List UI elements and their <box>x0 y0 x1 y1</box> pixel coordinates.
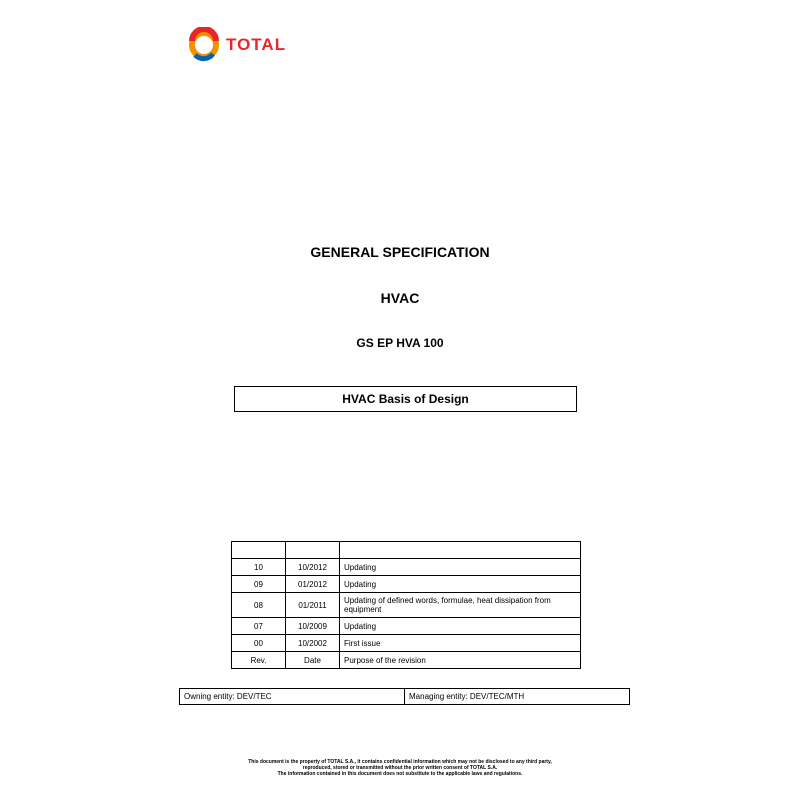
managing-entity: Managing entity: DEV/TEC/MTH <box>405 689 630 705</box>
document-type-title: GENERAL SPECIFICATION <box>310 244 490 260</box>
entity-row <box>180 689 630 705</box>
footer-line: The information contained in this document does not substitute to the applicable laws and regulations. <box>277 771 523 777</box>
revision-row <box>232 593 581 618</box>
revision-purpose: Updating <box>340 559 581 576</box>
revision-purpose: First issue <box>340 635 581 652</box>
document-title-box <box>234 386 577 412</box>
revision-purpose: Updating of defined words, formulae, heat dissipation from equipment <box>340 593 581 618</box>
revision-header-row <box>232 652 581 669</box>
date-column-header: Date <box>286 652 340 669</box>
document-subject: HVAC <box>380 290 420 306</box>
revision-number: 10 <box>232 559 286 576</box>
document-title: HVAC Basis of Design <box>342 392 469 406</box>
revision-date: 10/2012 <box>286 559 340 576</box>
revision-row <box>232 559 581 576</box>
footer-line: reproduced, stored or transmitted without the prior written consent of TOTAL S.A. <box>302 765 498 771</box>
rev-column-header: Rev. <box>232 652 286 669</box>
revision-table <box>231 541 581 669</box>
blank-cell <box>340 542 581 559</box>
document-number: GS EP HVA 100 <box>356 336 444 350</box>
revision-date: 10/2002 <box>286 635 340 652</box>
entity-table <box>179 688 630 705</box>
blank-cell <box>286 542 340 559</box>
owning-entity: Owning entity: DEV/TEC <box>180 689 405 705</box>
revision-purpose: Updating <box>340 576 581 593</box>
purpose-column-header: Purpose of the revision <box>340 652 581 669</box>
total-logo-text: TOTAL <box>226 35 287 54</box>
total-logo <box>186 26 286 64</box>
revision-date: 10/2009 <box>286 618 340 635</box>
revision-date: 01/2011 <box>286 593 340 618</box>
revision-number: 00 <box>232 635 286 652</box>
revision-number: 08 <box>232 593 286 618</box>
revision-row <box>232 576 581 593</box>
revision-date: 01/2012 <box>286 576 340 593</box>
confidentiality-footer <box>0 759 800 777</box>
revision-row <box>232 618 581 635</box>
revision-purpose: Updating <box>340 618 581 635</box>
footer-line: This document is the property of TOTAL S.A., it contains confidential information which may not be disclosed to any third party, <box>248 759 552 765</box>
revision-blank-row <box>232 542 581 559</box>
blank-cell <box>232 542 286 559</box>
total-logo-icon <box>186 27 222 63</box>
revision-number: 09 <box>232 576 286 593</box>
revision-row <box>232 635 581 652</box>
revision-number: 07 <box>232 618 286 635</box>
